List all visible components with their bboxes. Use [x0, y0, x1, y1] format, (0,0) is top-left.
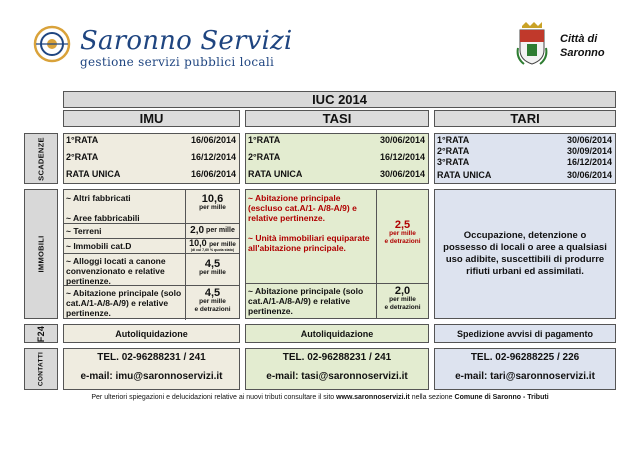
scadenze-tari [434, 133, 616, 184]
footer-text: Per ulteriori spiegazioni e delucidazioni relative ai nuovi tributi consultare il sito [91, 394, 337, 401]
rata-row: RATA UNICA 30/06/2014 [437, 170, 613, 180]
column-header-tari: TARI [434, 110, 616, 127]
city-name [560, 32, 605, 60]
footer-note [0, 394, 640, 401]
side-label-contatti-text: CONTATTI [37, 351, 45, 387]
brand-name: Saronno Servizi [80, 26, 293, 56]
rata-row: 2°RATA 16/12/2014 [248, 152, 425, 162]
rata-row: RATA UNICA 30/06/2014 [248, 169, 425, 179]
rata-row: 2°RATA 16/12/2014 [66, 152, 236, 162]
side-label-f24 [24, 324, 58, 343]
page-header [0, 0, 640, 88]
footer-section: Comune di Saronno - Tributi [454, 394, 549, 401]
iuc-table [24, 91, 616, 390]
contatti-tari [434, 348, 616, 390]
imu-rate-row: ~ Immobili cat.D 10,0 per mille (di cui 7,60 % quota stato) [64, 239, 239, 254]
immobili-imu [63, 189, 240, 319]
saronno-servizi-logo-icon [32, 24, 76, 64]
side-label-f24-text: F24 [36, 325, 46, 342]
f24-tasi: Autoliquidazione [245, 324, 429, 343]
brand-subtitle: gestione servizi pubblici locali [80, 55, 275, 69]
tasi-rate-row: ~ Abitazione principale (escluso cat.A/1- A/8-A/9) e relative pertinenze. ~ Unità immobiliari equiparate all'abitazione principale. 2,5 per mille e detrazioni [246, 190, 428, 284]
phone-tasi: TEL. 02-96288231 / 241 [282, 352, 392, 363]
contatti-imu [63, 348, 240, 390]
side-label-immobili-text: IMMOBILI [36, 235, 46, 273]
email-tari[interactable]: e-mail: tari@saronnoservizi.it [455, 371, 595, 382]
imu-rate-row: ~ Abitazione principale (solo cat.A/1-A/8-A/9) e relative pertinenze. 4,5 per mille e detrazioni [64, 286, 239, 320]
phone-imu: TEL. 02-96288231 / 241 [97, 352, 206, 363]
scadenze-imu [63, 133, 240, 184]
f24-imu: Autoliquidazione [63, 324, 240, 343]
rata-row: 1°RATA 30/06/2014 [437, 135, 613, 145]
immobili-tasi [245, 189, 429, 319]
table-title: IUC 2014 [63, 91, 616, 108]
side-label-scadenze-text: SCADENZE [36, 136, 46, 181]
imu-rate-row: ~ Altri fabbricati ~ Aree fabbricabili 10,6 per mille [64, 190, 239, 224]
column-header-tasi: TASI [245, 110, 429, 127]
email-tasi[interactable]: e-mail: tasi@saronnoservizi.it [266, 371, 408, 382]
column-header-imu: IMU [63, 110, 240, 127]
footer-text-mid: nella sezione [409, 394, 455, 401]
city-crest-icon [516, 20, 548, 66]
footer-website-link[interactable]: www.saronnoservizi.it [336, 394, 410, 401]
city-line1: Città di [560, 33, 598, 45]
scadenze-tasi [245, 133, 429, 184]
immobili-tari [434, 189, 616, 319]
tasi-rate-row: ~ Abitazione principale (solo cat.A/1-A/8-A/9) e relative pertinenze. 2,0 per mille e detrazioni [246, 284, 428, 318]
side-label-contatti [24, 348, 58, 390]
phone-tari: TEL. 02-96288225 / 226 [470, 352, 580, 363]
imu-rate-row: ~ Alloggi locati a canone convenzionato e relative pertinenze. 4,5 per mille [64, 254, 239, 286]
rata-row: 1°RATA 30/06/2014 [248, 135, 425, 145]
tari-description: Occupazione, detenzione o possesso di locali o aree a qualsiasi uso adibite, suscettibili di produrre rifiuti urbani ed assimilati. [443, 230, 607, 277]
f24-tari: Spedizione avvisi di pagamento [434, 324, 616, 343]
contatti-tasi [245, 348, 429, 390]
imu-rate-row: ~ Terreni 2,0 per mille [64, 224, 239, 239]
city-line2: Saronno [560, 47, 605, 59]
rata-row: RATA UNICA 16/06/2014 [66, 169, 236, 179]
email-imu[interactable]: e-mail: imu@saronnoservizi.it [80, 371, 223, 382]
rata-row: 3°RATA 16/12/2014 [437, 157, 613, 167]
rata-row: 1°RATA 16/06/2014 [66, 135, 236, 145]
side-label-immobili [24, 189, 58, 319]
side-label-scadenze [24, 133, 58, 184]
rata-row: 2°RATA 30/09/2014 [437, 146, 613, 156]
